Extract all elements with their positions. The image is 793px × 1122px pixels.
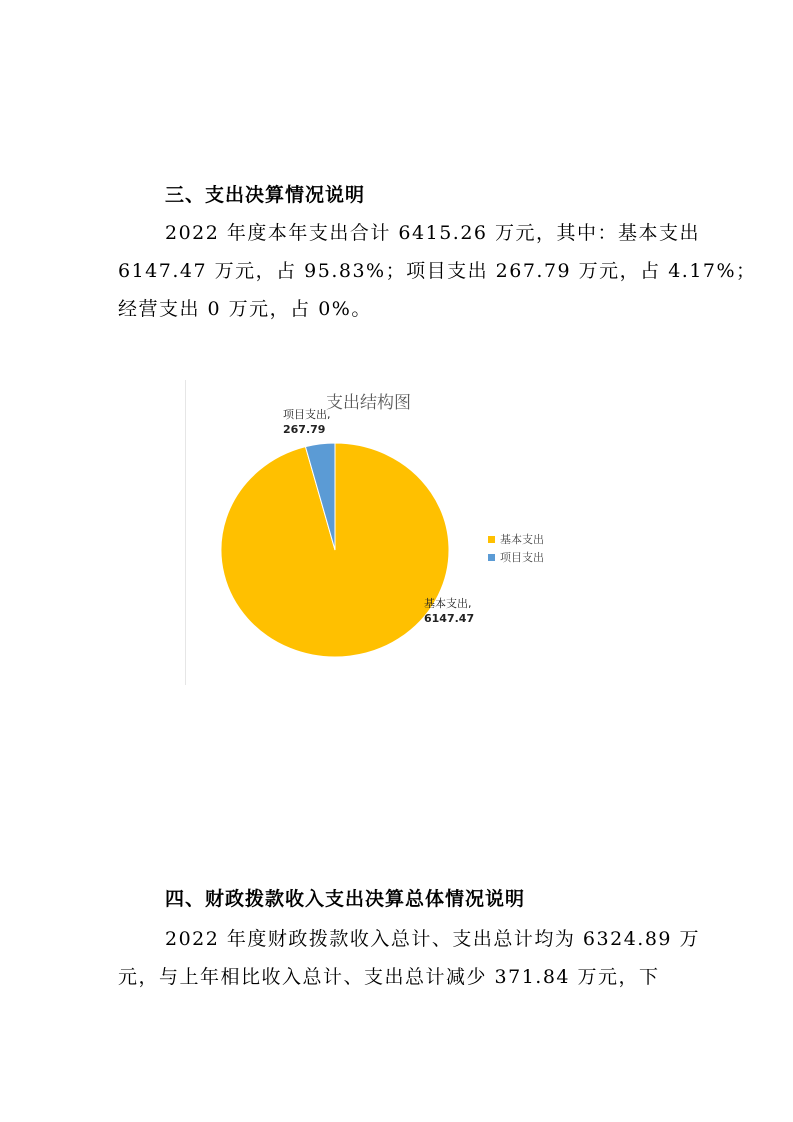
section-4-text-line-1: 2022 年度财政拨款收入总计、支出总计均为 6324.89 万 — [165, 928, 701, 950]
section-3-text-line-2: 6147.47 万元，占 95.83%；项目支出 267.79 万元，占 4.17%； — [118, 260, 757, 282]
legend-label-basic: 基本支出 — [500, 533, 544, 546]
legend-item-project — [488, 548, 544, 566]
section-4-heading: 四、财政拨款收入支出决算总体情况说明 — [165, 888, 526, 910]
data-label-project-value: 267.79 — [283, 423, 326, 436]
data-label-basic-name: 基本支出, — [424, 597, 472, 610]
section-4-text-line-2: 元，与上年相比收入总计、支出总计减少 371.84 万元，下 — [118, 966, 660, 988]
legend-item-basic — [488, 530, 544, 548]
data-label-basic-value: 6147.47 — [424, 612, 475, 625]
section-3-text-line-3: 经营支出 0 万元，占 0%。 — [118, 298, 372, 320]
data-label-project-expenditure — [283, 407, 331, 437]
legend-swatch-project — [488, 554, 495, 561]
legend-label-project: 项目支出 — [500, 551, 544, 564]
section-3-heading: 三、支出决算情况说明 — [165, 184, 366, 206]
chart-title: 支出结构图 — [326, 393, 411, 413]
legend-swatch-basic — [488, 536, 495, 543]
expenditure-pie-chart — [185, 380, 606, 685]
data-label-basic-expenditure — [424, 596, 474, 626]
data-label-project-name: 项目支出, — [283, 408, 331, 421]
chart-legend — [488, 530, 544, 566]
section-3-text-line-1: 2022 年度本年支出合计 6415.26 万元，其中：基本支出 — [165, 222, 701, 244]
